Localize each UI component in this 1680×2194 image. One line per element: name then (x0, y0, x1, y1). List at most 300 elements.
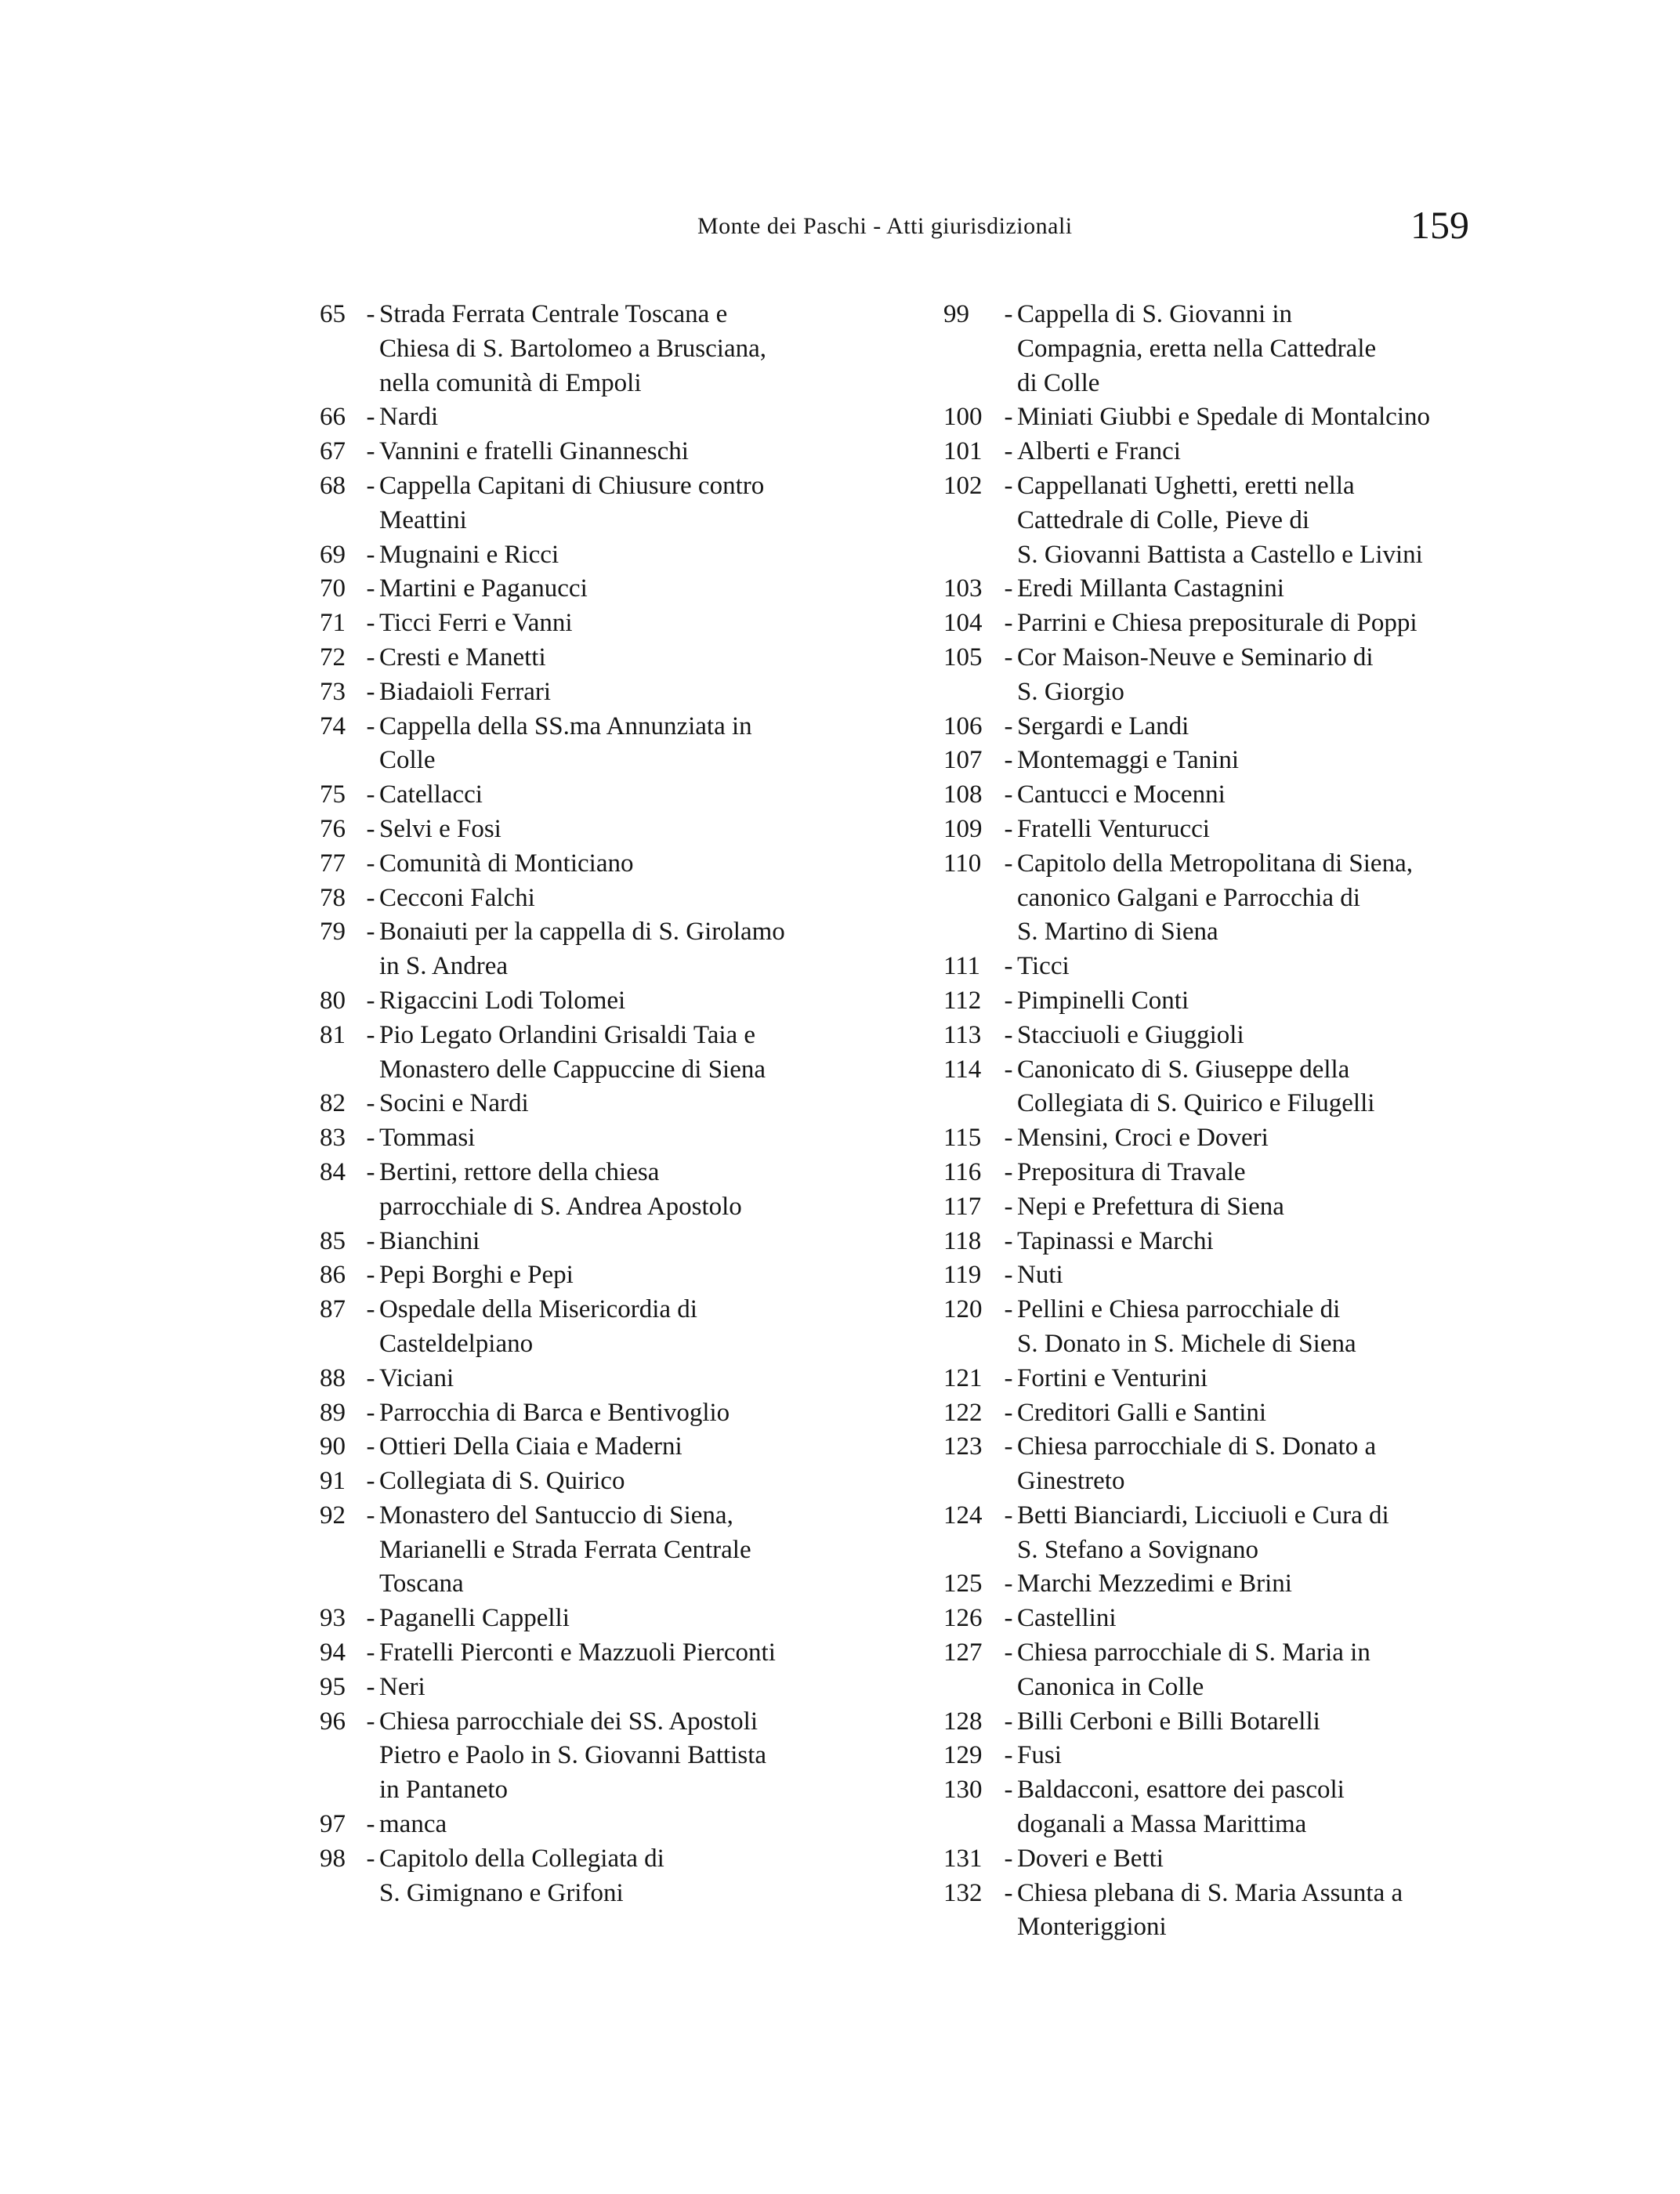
entry-number: 114 (943, 1055, 982, 1084)
entry-text (1017, 1156, 1245, 1190)
entry-text (379, 675, 551, 710)
entry-dash: - (366, 918, 375, 947)
entry-line: Ginestreto (1017, 1467, 1125, 1496)
entry-dash: - (1004, 643, 1013, 672)
list-item (943, 1842, 1508, 1877)
list-item (943, 400, 1508, 435)
entry-text (1017, 469, 1423, 572)
entry-dash: - (366, 609, 375, 638)
entry-dash: - (366, 1295, 375, 1324)
entry-line: Capitolo della Metropolitana di Siena, (1017, 849, 1413, 878)
entry-line: Chiesa di S. Bartolomeo a Brusciana, (379, 334, 766, 363)
list-item (320, 1225, 868, 1259)
entry-line: Cattedrale di Colle, Pieve di (1017, 505, 1309, 534)
entry-line: Mugnaini e Ricci (379, 540, 559, 569)
list-item (943, 298, 1508, 400)
entry-dash: - (366, 1020, 375, 1049)
entry-dash: - (366, 883, 375, 912)
entry-number: 66 (320, 403, 346, 432)
entry-text (379, 1156, 742, 1225)
entry-number: 82 (320, 1089, 346, 1118)
list-item (943, 1362, 1508, 1396)
entry-number: 75 (320, 780, 346, 809)
list-item (943, 1567, 1508, 1602)
entry-dash: - (366, 780, 375, 809)
entry-text (1017, 1430, 1376, 1499)
entry-line: Castellini (1017, 1604, 1117, 1633)
running-head: Monte dei Paschi - Atti giurisdizionali (697, 213, 1073, 239)
list-item (943, 435, 1508, 469)
entry-line: Chiesa parrocchiale di S. Donato a (1017, 1432, 1377, 1461)
list-item (943, 1877, 1508, 1946)
entry-number: 112 (943, 986, 982, 1015)
entry-text (1017, 1293, 1356, 1362)
entry-line: Biadaioli Ferrari (379, 677, 552, 706)
entry-text (379, 1019, 766, 1088)
entry-text (1017, 984, 1189, 1019)
entry-line: Monastero delle Cappuccine di Siena (379, 1055, 766, 1084)
entry-line: Marianelli e Strada Ferrata Centrale (379, 1535, 751, 1564)
entry-number: 106 (943, 711, 983, 740)
entry-dash: - (366, 1810, 375, 1839)
entry-text (1017, 710, 1189, 744)
entry-line: Casteldelpiano (379, 1329, 534, 1358)
entry-dash: - (1004, 1124, 1013, 1153)
entry-number: 91 (320, 1467, 346, 1496)
entry-number: 103 (943, 574, 983, 603)
entry-line: Colle (379, 746, 436, 775)
entry-dash: - (366, 1226, 375, 1255)
entry-line: Cantucci e Mocenni (1017, 780, 1226, 809)
list-item (320, 469, 868, 538)
entry-number: 81 (320, 1020, 346, 1049)
entry-number: 84 (320, 1157, 346, 1186)
entry-number: 96 (320, 1707, 346, 1736)
entry-dash: - (1004, 1226, 1013, 1255)
list-item (320, 1636, 868, 1671)
entry-line: Montemaggi e Tanini (1017, 746, 1240, 775)
entry-text (379, 469, 764, 538)
entry-dash: - (1004, 986, 1013, 1015)
list-item (943, 984, 1508, 1019)
entry-dash: - (366, 1124, 375, 1153)
entry-number: 89 (320, 1398, 346, 1427)
entry-text (1017, 1258, 1063, 1293)
entry-number: 65 (320, 300, 346, 328)
entry-text (1017, 1190, 1284, 1225)
entry-line: Eredi Millanta Castagnini (1017, 574, 1284, 603)
entry-text (379, 572, 588, 606)
entry-line: Vannini e fratelli Ginanneschi (379, 437, 689, 466)
entry-number: 121 (943, 1363, 983, 1392)
entry-line: Mensini, Croci e Doveri (1017, 1124, 1269, 1153)
entry-text (379, 400, 438, 435)
entry-text (379, 1464, 625, 1499)
list-item (320, 435, 868, 469)
list-item (320, 1705, 868, 1808)
entry-text (379, 1808, 447, 1842)
entry-line: Capitolo della Collegiata di (379, 1844, 664, 1873)
entry-line: Parrini e Chiesa prepositurale di Poppi (1017, 609, 1418, 638)
entry-line: Monastero del Santuccio di Siena, (379, 1501, 733, 1530)
entry-number: 74 (320, 711, 346, 740)
list-item (943, 1053, 1508, 1122)
entry-text (379, 641, 546, 675)
entry-text (1017, 1567, 1292, 1602)
entry-line: doganali a Massa Marittima (1017, 1810, 1307, 1839)
entry-line: Collegiata di S. Quirico (379, 1467, 625, 1496)
entry-text (379, 1121, 475, 1156)
entry-line: Nuti (1017, 1261, 1063, 1290)
right-column-list (943, 298, 1508, 1945)
entry-line: Fratelli Venturucci (1017, 814, 1210, 843)
entry-dash: - (366, 1467, 375, 1496)
entry-line: Canonicato di S. Giuseppe della (1017, 1055, 1350, 1084)
entry-number: 92 (320, 1501, 346, 1530)
entry-dash: - (1004, 609, 1013, 638)
entry-text (379, 915, 785, 984)
entry-dash: - (1004, 746, 1013, 775)
entry-number: 129 (943, 1741, 983, 1770)
entry-number: 125 (943, 1569, 983, 1598)
list-item (943, 1705, 1508, 1740)
entry-line: Cappella della SS.ma Annunziata in (379, 711, 752, 740)
entry-dash: - (366, 1604, 375, 1633)
list-item (320, 915, 868, 984)
entry-line: Prepositura di Travale (1017, 1157, 1246, 1186)
entry-text (1017, 1705, 1320, 1740)
entry-dash: - (1004, 1055, 1013, 1084)
entry-line: Chiesa plebana di S. Maria Assunta a (1017, 1878, 1403, 1907)
entry-line: Fusi (1017, 1741, 1062, 1770)
entry-line: canonico Galgani e Parrocchia di (1017, 883, 1360, 912)
entry-line: Monteriggioni (1017, 1913, 1167, 1942)
entry-text (1017, 1877, 1403, 1946)
entry-line: Paganelli Cappelli (379, 1604, 570, 1633)
list-item (943, 641, 1508, 710)
entry-dash: - (1004, 1776, 1013, 1805)
entry-text (379, 1671, 425, 1705)
entry-dash: - (366, 540, 375, 569)
list-item (320, 1019, 868, 1088)
list-item (943, 1190, 1508, 1225)
entry-dash: - (1004, 471, 1013, 500)
entry-text (379, 1602, 570, 1636)
entry-number: 73 (320, 677, 346, 706)
entry-dash: - (366, 1261, 375, 1290)
list-item (320, 1430, 868, 1464)
entry-dash: - (1004, 780, 1013, 809)
list-item (320, 572, 868, 606)
list-item (320, 1258, 868, 1293)
entry-number: 97 (320, 1810, 346, 1839)
entry-text (1017, 1602, 1117, 1636)
entry-text (379, 606, 573, 641)
entry-line: Meattini (379, 505, 467, 534)
entry-text (1017, 1362, 1208, 1396)
entry-number: 124 (943, 1501, 983, 1530)
entry-line: Compagnia, eretta nella Cattedrale (1017, 334, 1377, 363)
entry-line: Chiesa parrocchiale dei SS. Apostoli (379, 1707, 758, 1736)
entry-number: 95 (320, 1672, 346, 1701)
entry-dash: - (1004, 1878, 1013, 1907)
list-item (320, 538, 868, 573)
entry-line: Cor Maison-Neuve e Seminario di (1017, 643, 1374, 672)
entry-text (1017, 400, 1430, 435)
entry-line: Cappella di S. Giovanni in (1017, 300, 1293, 328)
entry-number: 131 (943, 1844, 983, 1873)
entry-text (379, 847, 633, 882)
entry-dash: - (366, 1638, 375, 1667)
list-item (943, 1121, 1508, 1156)
entry-line: Pepi Borghi e Pepi (379, 1261, 574, 1290)
entry-line: Cecconi Falchi (379, 883, 535, 912)
entry-line: Catellacci (379, 780, 483, 809)
entry-text (379, 538, 559, 573)
entry-dash: - (1004, 574, 1013, 603)
entry-text (1017, 778, 1226, 813)
entry-line: manca (379, 1810, 447, 1839)
entry-text (1017, 1739, 1062, 1773)
entry-dash: - (366, 1089, 375, 1118)
entry-dash: - (1004, 1192, 1013, 1221)
list-item (943, 1773, 1508, 1842)
entry-number: 76 (320, 814, 346, 843)
list-item (320, 1464, 868, 1499)
entry-text (1017, 744, 1239, 778)
entry-line: Ottieri Della Ciaia e Maderni (379, 1432, 682, 1461)
list-item (943, 1258, 1508, 1293)
entry-dash: - (1004, 1844, 1013, 1873)
entry-text (1017, 1121, 1269, 1156)
entry-dash: - (1004, 1707, 1013, 1736)
entry-number: 110 (943, 849, 982, 878)
entry-line: in S. Andrea (379, 952, 509, 981)
entry-line: Bonaiuti per la cappella di S. Girolamo (379, 918, 785, 947)
entry-dash: - (366, 1844, 375, 1873)
entry-line: Martini e Paganucci (379, 574, 588, 603)
entry-text (379, 882, 535, 916)
list-item (320, 778, 868, 813)
entry-number: 79 (320, 918, 346, 947)
entry-dash: - (1004, 1638, 1013, 1667)
left-column-list (320, 298, 868, 1910)
entry-line: S. Gimignano e Grifoni (379, 1878, 624, 1907)
entry-number: 99 (943, 300, 969, 328)
entry-line: Tommasi (379, 1124, 476, 1153)
entry-line: Strada Ferrata Centrale Toscana e (379, 300, 728, 328)
entry-number: 78 (320, 883, 346, 912)
entry-text (379, 710, 752, 779)
entry-line: Betti Bianciardi, Licciuoli e Cura di (1017, 1501, 1389, 1530)
entry-dash: - (366, 1157, 375, 1186)
entry-dash: - (1004, 1604, 1013, 1633)
list-item (943, 469, 1508, 572)
entry-line: S. Donato in S. Michele di Siena (1017, 1329, 1356, 1358)
list-item (320, 400, 868, 435)
list-item (943, 950, 1508, 984)
entry-line: di Colle (1017, 368, 1100, 397)
entry-dash: - (1004, 300, 1013, 328)
entry-text (379, 1842, 664, 1911)
entry-number: 83 (320, 1124, 346, 1153)
list-item (320, 675, 868, 710)
entry-number: 94 (320, 1638, 346, 1667)
list-item (320, 813, 868, 847)
entry-text (379, 813, 501, 847)
list-item (943, 1602, 1508, 1636)
entry-number: 130 (943, 1776, 983, 1805)
entry-number: 113 (943, 1020, 982, 1049)
entry-number: 105 (943, 643, 983, 672)
entry-dash: - (366, 677, 375, 706)
entry-line: Tapinassi e Marchi (1017, 1226, 1214, 1255)
entry-dash: - (366, 1363, 375, 1392)
entry-dash: - (366, 643, 375, 672)
entry-number: 107 (943, 746, 983, 775)
page-number: 159 (1410, 203, 1469, 247)
entry-number: 115 (943, 1124, 982, 1153)
entry-text (1017, 1842, 1164, 1877)
entry-dash: - (1004, 1261, 1013, 1290)
entry-number: 117 (943, 1192, 982, 1221)
entry-line: Neri (379, 1672, 425, 1701)
entry-dash: - (366, 1672, 375, 1701)
entry-line: Collegiata di S. Quirico e Filugelli (1017, 1089, 1375, 1118)
entry-dash: - (366, 437, 375, 466)
entry-dash: - (1004, 403, 1013, 432)
entry-line: Cappella Capitani di Chiusure contro (379, 471, 765, 500)
entry-line: Pietro e Paolo in S. Giovanni Battista (379, 1741, 767, 1770)
entry-line: Nardi (379, 403, 439, 432)
entry-number: 86 (320, 1261, 346, 1290)
list-item (320, 1808, 868, 1842)
entry-number: 111 (943, 952, 981, 981)
entry-dash: - (1004, 437, 1013, 466)
entry-line: Bertini, rettore della chiesa (379, 1157, 660, 1186)
entry-number: 123 (943, 1432, 983, 1461)
entry-number: 100 (943, 403, 983, 432)
entry-text (1017, 298, 1376, 400)
entry-line: Miniati Giubbi e Spedale di Montalcino (1017, 403, 1431, 432)
entry-line: Ticci Ferri e Vanni (379, 609, 573, 638)
entry-text (1017, 606, 1418, 641)
entry-text (1017, 1396, 1266, 1431)
entry-text (379, 1499, 751, 1602)
entry-line: Comunità di Monticiano (379, 849, 634, 878)
entry-line: Marchi Mezzedimi e Brini (1017, 1569, 1292, 1598)
entry-line: Billi Cerboni e Billi Botarelli (1017, 1707, 1320, 1736)
entry-text (1017, 435, 1181, 469)
list-item (943, 1499, 1508, 1568)
entry-number: 71 (320, 609, 346, 638)
list-item (320, 984, 868, 1019)
entry-number: 116 (943, 1157, 982, 1186)
entry-text (1017, 1019, 1244, 1053)
entry-line: Ospedale della Misericordia di (379, 1295, 697, 1324)
list-item (943, 1019, 1508, 1053)
entry-dash: - (1004, 1741, 1013, 1770)
entry-dash: - (366, 1501, 375, 1530)
entry-text (1017, 641, 1374, 710)
entry-text (1017, 1053, 1374, 1122)
entry-text (1017, 1499, 1389, 1568)
entry-text (1017, 950, 1070, 984)
entry-dash: - (1004, 1398, 1013, 1427)
list-item (943, 847, 1508, 950)
list-item (320, 847, 868, 882)
entry-number: 118 (943, 1226, 982, 1255)
list-item (320, 298, 868, 400)
entry-number: 127 (943, 1638, 983, 1667)
entry-number: 68 (320, 471, 346, 500)
entry-line: Cresti e Manetti (379, 643, 546, 672)
entry-dash: - (366, 1707, 375, 1736)
entry-text (1017, 572, 1284, 606)
list-item (320, 606, 868, 641)
list-item (320, 1499, 868, 1602)
entry-dash: - (366, 300, 375, 328)
entry-number: 104 (943, 609, 983, 638)
list-item (320, 1602, 868, 1636)
list-item (320, 1293, 868, 1362)
list-item (943, 1225, 1508, 1259)
entry-number: 70 (320, 574, 346, 603)
entry-line: Selvi e Fosi (379, 814, 501, 843)
list-item (943, 1156, 1508, 1190)
list-item (943, 1396, 1508, 1431)
entry-text (1017, 813, 1210, 847)
entry-text (1017, 847, 1413, 950)
entry-line: Fortini e Venturini (1017, 1363, 1208, 1392)
entry-line: Socini e Nardi (379, 1089, 529, 1118)
entry-text (1017, 1773, 1345, 1842)
entry-number: 72 (320, 643, 346, 672)
entry-text (1017, 1225, 1214, 1259)
list-item (320, 1842, 868, 1911)
entry-line: Cappellanati Ughetti, eretti nella (1017, 471, 1355, 500)
list-item (943, 1739, 1508, 1773)
entry-number: 98 (320, 1844, 346, 1873)
entry-line: S. Giorgio (1017, 677, 1124, 706)
list-item (943, 1430, 1508, 1499)
entry-line: nella comunità di Empoli (379, 368, 642, 397)
list-item (943, 813, 1508, 847)
list-item (320, 1362, 868, 1396)
entry-line: Baldacconi, esattore dei pascoli (1017, 1776, 1345, 1805)
list-item (320, 1121, 868, 1156)
entry-line: Pellini e Chiesa parrocchiale di (1017, 1295, 1341, 1324)
entry-number: 77 (320, 849, 346, 878)
list-item (943, 1293, 1508, 1362)
list-item (320, 1087, 868, 1121)
entry-line: Stacciuoli e Giuggioli (1017, 1020, 1244, 1049)
list-item (320, 882, 868, 916)
entry-dash: - (1004, 814, 1013, 843)
entry-dash: - (366, 574, 375, 603)
entry-dash: - (1004, 1569, 1013, 1598)
entry-dash: - (366, 849, 375, 878)
entry-text (379, 1396, 730, 1431)
entry-dash: - (1004, 952, 1013, 981)
entry-text (379, 1362, 454, 1396)
entry-number: 109 (943, 814, 983, 843)
entry-line: Pimpinelli Conti (1017, 986, 1189, 1015)
entry-number: 85 (320, 1226, 346, 1255)
entry-dash: - (1004, 1501, 1013, 1530)
entry-line: in Pantaneto (379, 1776, 509, 1805)
entry-text (379, 1087, 529, 1121)
